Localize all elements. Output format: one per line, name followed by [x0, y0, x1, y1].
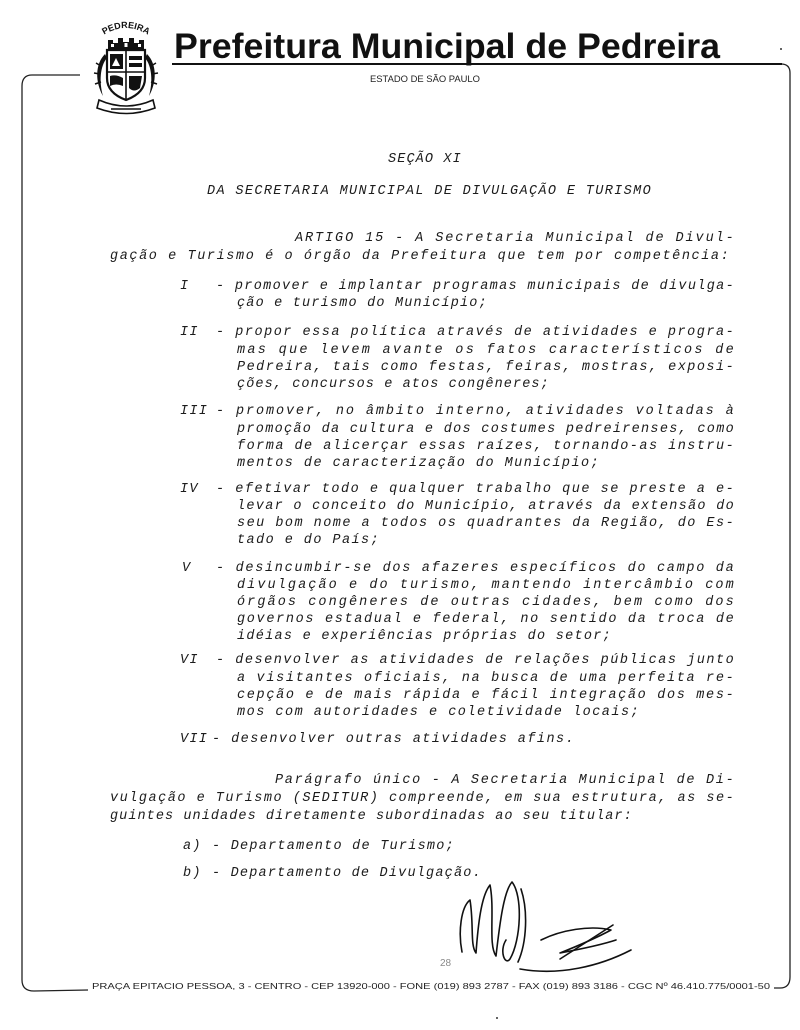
scan-speck: [780, 48, 782, 50]
section-title: SEÇÃO XI: [388, 152, 462, 167]
paragraph-line: vulgação e Turismo (SEDITUR) compreende, em sua estrutura, as se-: [110, 791, 735, 806]
scan-speck: [496, 1017, 498, 1019]
item-line: - desenvolver outras atividades afins.: [212, 732, 575, 747]
paragraph-block: [110, 773, 735, 824]
header-subtitle: ESTADO DE SÃO PAULO: [370, 74, 480, 84]
list-item: [180, 404, 735, 471]
list-item: [180, 732, 575, 747]
item-line: promoção da cultura e dos costumes pedreirenses, como: [237, 422, 735, 437]
item-line: órgãos congêneres de outras cidades, bem como dos: [237, 595, 735, 610]
list-item: [180, 325, 735, 392]
subitem-label: b): [183, 866, 202, 881]
list-item: [180, 482, 735, 548]
item-number: I: [180, 279, 190, 294]
frame-left-line: [22, 75, 88, 991]
article-block: [110, 231, 735, 264]
item-number: VII: [180, 732, 209, 747]
list-item: [180, 653, 735, 720]
item-line: mas que levem avante os fatos característicos de: [237, 343, 735, 358]
item-number: II: [180, 325, 199, 340]
item-number: IV: [180, 482, 199, 497]
paragraph-line: Parágrafo único - A Secretaria Municipal de Di-: [275, 773, 735, 788]
item-line: Pedreira, tais como festas, feiras, mostras, exposi-: [237, 360, 735, 375]
article-line: ARTIGO 15 - A Secretaria Municipal de Divul-: [295, 231, 735, 246]
subitem-text: - Departamento de Turismo;: [212, 839, 455, 854]
section-subtitle: DA SECRETARIA MUNICIPAL DE DIVULGAÇÃO E TURISMO: [207, 184, 652, 199]
item-line: tado e do País;: [237, 533, 380, 548]
item-line: - desenvolver as atividades de relações públicas junto: [216, 653, 735, 668]
item-line: - desincumbir-se dos afazeres específicos do campo da: [216, 561, 735, 576]
page-number: 28: [440, 958, 452, 969]
item-line: seu bom nome a todos os quadrantes da Região, do Es-: [237, 516, 735, 531]
item-line: - promover, no âmbito interno, atividades voltadas à: [216, 404, 735, 419]
footer-address: PRAÇA EPITACIO PESSOA, 3 - CENTRO - CEP 13920-000 - FONE (019) 893 2787 - FAX (019) 893 3186 - CGC Nº 46.410.775/0001-50: [92, 981, 771, 991]
handwritten-signature: [460, 882, 631, 971]
subitem: [183, 839, 455, 854]
coat-of-arms-icon: [94, 20, 158, 114]
item-line: ção e turismo do Município;: [237, 296, 488, 311]
item-line: levar o conceito do Município, através da extensão do: [237, 499, 735, 514]
item-line: idéias e experiências próprias do setor;: [237, 629, 612, 644]
subitem-text: - Departamento de Divulgação.: [212, 866, 482, 881]
item-line: - promover e implantar programas municipais de divulga-: [216, 279, 735, 294]
list-item: [180, 279, 735, 311]
subitem-label: a): [183, 839, 202, 854]
seal-lettering: PEDREIRA: [100, 19, 152, 37]
item-number: V: [182, 561, 192, 576]
item-line: divulgação e do turismo, mantendo intercâmbio com: [237, 578, 735, 593]
subitem: [183, 866, 482, 881]
item-line: mos com autoridades e coletividade locais;: [237, 705, 640, 720]
item-line: cepção e de mais rápida e fácil integração dos mes-: [237, 688, 735, 703]
frame-right-line: [774, 64, 790, 988]
item-number: VI: [180, 653, 199, 668]
item-line: - propor essa política através de atividades e progra-: [216, 325, 735, 340]
item-number: III: [180, 404, 209, 419]
item-line: ções, concursos e atos congêneres;: [237, 377, 550, 392]
item-line: governos estadual e federal, no sentido da troca de: [237, 612, 735, 627]
article-line: gação e Turismo é o órgão da Prefeitura que tem por competência:: [110, 249, 730, 264]
paragraph-line: guintes unidades diretamente subordinadas ao seu titular:: [110, 809, 633, 824]
item-line: mentos de caracterização do Município;: [237, 456, 600, 471]
list-item: [182, 561, 735, 644]
item-line: forma de alicerçar essas raízes, tornando-as instru-: [237, 439, 735, 454]
header-title: Prefeitura Municipal de Pedreira: [174, 27, 721, 66]
item-line: - efetivar todo e qualquer trabalho que se preste a e-: [216, 482, 735, 497]
item-line: a visitantes oficiais, na busca de uma perfeita re-: [237, 671, 735, 686]
